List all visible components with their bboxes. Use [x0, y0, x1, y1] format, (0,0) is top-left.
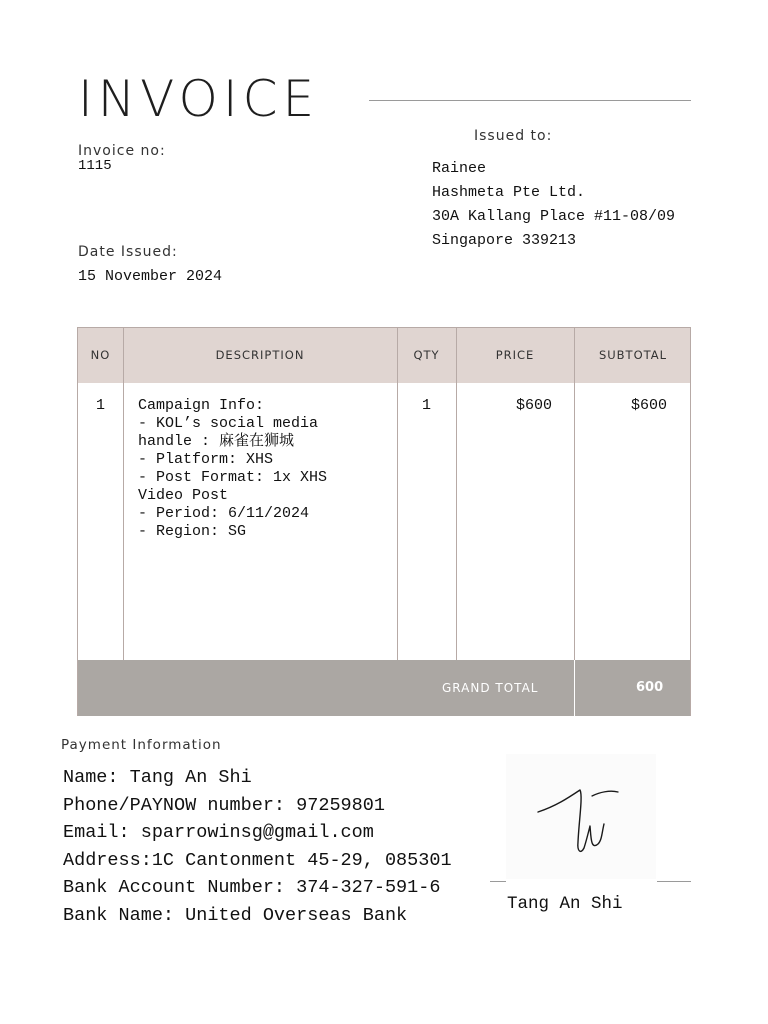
table-header	[78, 328, 690, 383]
payment-bank-name: Bank Name: United Overseas Bank	[63, 904, 408, 926]
invoice-title: INVOICE	[78, 70, 320, 128]
column-divider	[574, 328, 575, 660]
date-issued-label: Date Issued:	[78, 244, 178, 260]
payment-name: Name: Tang An Shi	[63, 767, 252, 788]
row-price: $600	[515, 397, 552, 414]
grand-total-label: GRAND TOTAL	[442, 681, 539, 695]
issued-to-street: 30A Kallang Place #11-08/09	[432, 208, 676, 225]
row-subtotal: $600	[630, 397, 667, 414]
issued-to-company: Hashmeta Pte Ltd.	[432, 184, 586, 201]
description-line: Campaign Info:	[138, 397, 265, 414]
payment-address: Address:1C Cantonment 45-29, 085301	[63, 849, 452, 871]
signature-name: Tang An Shi	[507, 894, 623, 914]
description-line: handle : 麻雀在狮城	[138, 433, 295, 450]
invoice-table	[77, 327, 691, 716]
grand-total-value: 600	[636, 680, 664, 695]
issued-to-label: Issued to:	[474, 128, 553, 144]
description-line: Video Post	[138, 487, 229, 504]
header-price: PRICE	[495, 348, 535, 362]
payment-bank-account: Bank Account Number: 374-327-591-6	[63, 877, 441, 898]
payment-details	[63, 764, 452, 929]
payment-info-title: Payment Information	[61, 737, 222, 753]
signature-line	[490, 881, 506, 882]
description-line: - Platform: XHS	[138, 451, 274, 468]
handwritten-signature-icon	[506, 754, 656, 879]
grand-total-divider	[574, 660, 575, 716]
description-line: - Period: 6/11/2024	[138, 505, 310, 522]
row-description	[138, 397, 388, 541]
header-description: DESCRIPTION	[215, 348, 305, 362]
issued-to-address	[432, 157, 675, 253]
payment-phone: Phone/PAYNOW number: 97259801	[63, 794, 385, 816]
header-subtotal: SUBTOTAL	[598, 348, 668, 362]
date-issued-value: 15 November 2024	[78, 268, 223, 285]
grand-total-bar	[78, 660, 690, 716]
payment-email: Email: sparrowinsg@gmail.com	[63, 822, 374, 843]
header-no: NO	[90, 348, 111, 362]
signature-line	[657, 881, 691, 882]
description-line: - Post Format: 1x XHS	[138, 469, 328, 486]
column-divider	[123, 328, 124, 660]
title-divider	[369, 100, 691, 101]
invoice-number-label: Invoice no:	[78, 143, 166, 159]
row-qty: 1	[421, 397, 431, 414]
row-no: 1	[95, 397, 105, 414]
description-line: - Region: SG	[138, 523, 247, 540]
header-qty: QTY	[413, 348, 440, 362]
signature-image	[506, 754, 656, 879]
invoice-number-value: 1115	[78, 158, 112, 174]
issued-to-name: Rainee	[432, 160, 487, 177]
description-line: - KOL’s social media	[138, 415, 319, 432]
column-divider	[397, 328, 398, 660]
column-divider	[456, 328, 457, 660]
issued-to-city: Singapore 339213	[432, 232, 577, 249]
